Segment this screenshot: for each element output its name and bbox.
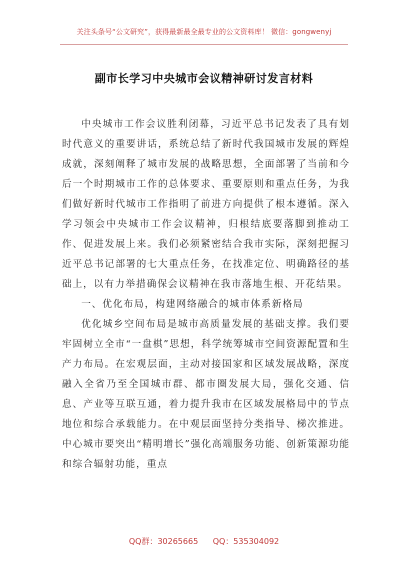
paragraph: 优化城乡空间布局是城市高质量发展的基础支撑。我们要牢固树立全市“一盘棋”思想，科学统筹城市空间资源配置和生产力布局。在宏观层面，主动对接国家和区域发展战略，深度融入全省乃至全国城市群、都市圈发展大局，强化交通、信息、产业等互联互通，着力提升我市在区域发展格局中的节点地位和综合承载能力。在中观层面坚持分类指导、梯次推进。中心城市要突出“精明增长”强化高端服务功能、创新策源功能和综合辐射功能，重点	[62, 319, 350, 470]
document-body	[62, 115, 350, 475]
footer-contact	[0, 536, 408, 547]
section-heading: 一、优化布局，构建网络融合的城市体系新格局	[81, 299, 304, 310]
header-divider	[60, 44, 348, 45]
paragraph: 中央城市工作会议胜利闭幕，习近平总书记发表了具有划时代意义的重要讲话，系统总结了新时代我国城市发展的辉煌成就，深刻阐释了城市发展的战略思想，全面部署了当前和今后一个时期城市工作的总体要求、重要原则和重点任务，为我们做好新时代城市工作指明了前进方向提供了根本遵循。深入学习领会中央城市工作会议精神，归根结底要落脚到推动工作、促进发展上来。我们必须紧密结合我市实际，深刻把握习近平总书记部署的七大重点任务，在找准定位、明确路径的基础上，以有力举措确保会议精神在我市落地生根、开花结果。	[62, 119, 350, 290]
footer-qq-group: QQ群：30265665	[128, 537, 199, 546]
document-title: 副市长学习中央城市会议精神研讨发言材料	[94, 72, 314, 85]
footer-qq: QQ：535304092	[212, 537, 280, 546]
header-promo-text: 关注头条号“公文研究”，获得最新最全最专业的公文资料库！ 微信：gongwenyj	[76, 28, 332, 36]
